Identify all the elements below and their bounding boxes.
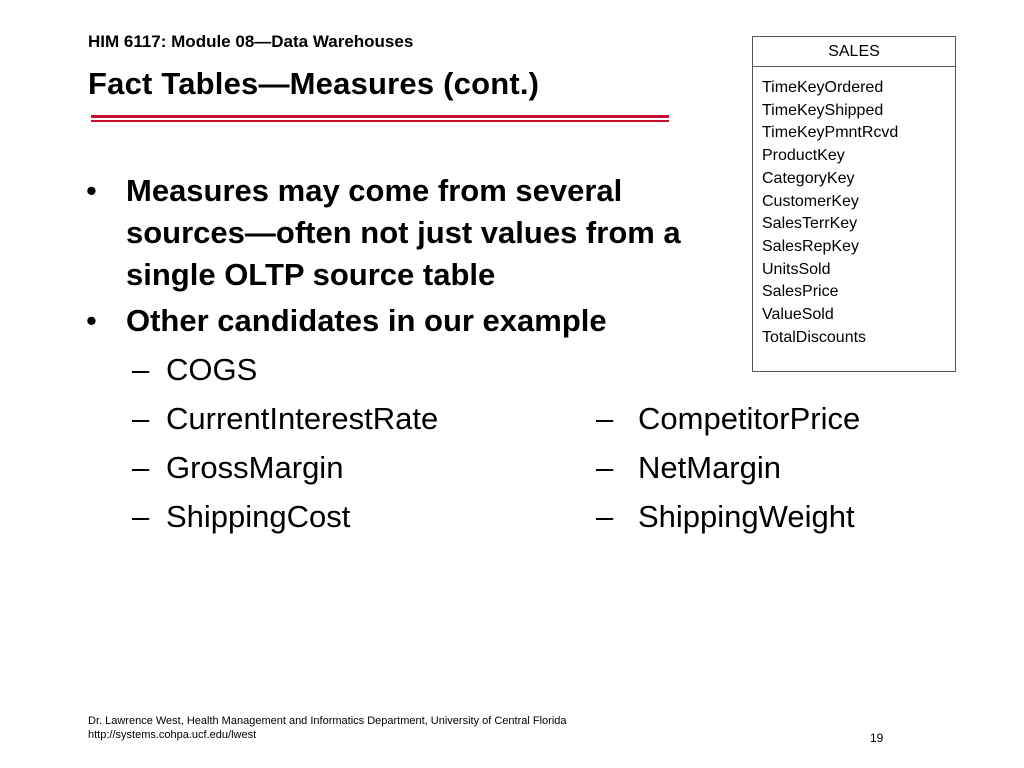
sales-field: TimeKeyOrdered bbox=[762, 79, 884, 96]
footer-author: Dr. Lawrence West, Health Management and Informatics Department, University of Central Florida bbox=[88, 715, 567, 727]
course-header: HIM 6117: Module 08—Data Warehouses bbox=[88, 32, 414, 51]
candidate-gross-margin bbox=[132, 450, 343, 486]
sales-field: SalesTerrKey bbox=[762, 215, 858, 233]
bullet-icon: • bbox=[86, 173, 97, 208]
candidate-net-margin bbox=[596, 450, 781, 486]
candidate-label: CompetitorPrice bbox=[638, 401, 861, 436]
sales-field: ValueSold bbox=[762, 306, 834, 324]
dash-icon: – bbox=[132, 401, 150, 436]
sales-field: SalesRepKey bbox=[762, 237, 859, 255]
bullet-line: sources—often not just values from a bbox=[126, 215, 681, 250]
candidate-label: ShippingWeight bbox=[638, 499, 855, 534]
candidate-cogs bbox=[132, 352, 257, 388]
sales-table-name: SALES bbox=[753, 37, 955, 67]
sales-field: TotalDiscounts bbox=[762, 328, 867, 346]
footer bbox=[88, 714, 567, 742]
bullet-line: single OLTP source table bbox=[126, 257, 496, 292]
candidate-label: CurrentInterestRate bbox=[166, 401, 439, 436]
candidate-label: GrossMargin bbox=[166, 450, 344, 485]
dash-icon: – bbox=[132, 499, 150, 534]
title-underline bbox=[91, 115, 669, 122]
bullet-item-candidates bbox=[86, 300, 681, 342]
sales-field: CategoryKey bbox=[762, 169, 855, 187]
dash-icon: – bbox=[596, 499, 614, 534]
dash-icon: – bbox=[596, 401, 614, 436]
sales-field: CustomerKey bbox=[762, 192, 859, 210]
candidate-shipping-weight bbox=[596, 499, 855, 535]
bullet-item-sources bbox=[86, 170, 681, 296]
sales-field-list bbox=[753, 67, 955, 349]
sales-table bbox=[752, 36, 956, 372]
sales-field: UnitsSold bbox=[762, 260, 831, 278]
candidate-label: NetMargin bbox=[638, 450, 781, 485]
bullet-list bbox=[86, 170, 681, 342]
dash-icon: – bbox=[596, 450, 614, 485]
footer-url: http://systems.cohpa.ucf.edu/lwest bbox=[88, 729, 257, 741]
sales-field: ProductKey bbox=[762, 147, 845, 165]
bullet-line: Measures may come from several bbox=[126, 173, 623, 208]
sales-field: TimeKeyPmntRcvd bbox=[762, 124, 899, 142]
dash-icon: – bbox=[132, 450, 150, 485]
bullet-icon: • bbox=[86, 303, 97, 338]
page-number: 19 bbox=[870, 731, 884, 745]
slide-title: Fact Tables—Measures (cont.) bbox=[88, 66, 540, 101]
candidate-competitor-price bbox=[596, 401, 860, 437]
candidate-label: ShippingCost bbox=[166, 499, 351, 534]
candidate-current-interest-rate bbox=[132, 401, 438, 437]
bullet-line: Other candidates in our example bbox=[126, 303, 607, 338]
sales-field: SalesPrice bbox=[762, 283, 839, 301]
dash-icon: – bbox=[132, 352, 150, 387]
candidate-shipping-cost bbox=[132, 499, 350, 535]
candidate-label: COGS bbox=[166, 352, 258, 387]
sales-field: TimeKeyShipped bbox=[762, 101, 884, 119]
